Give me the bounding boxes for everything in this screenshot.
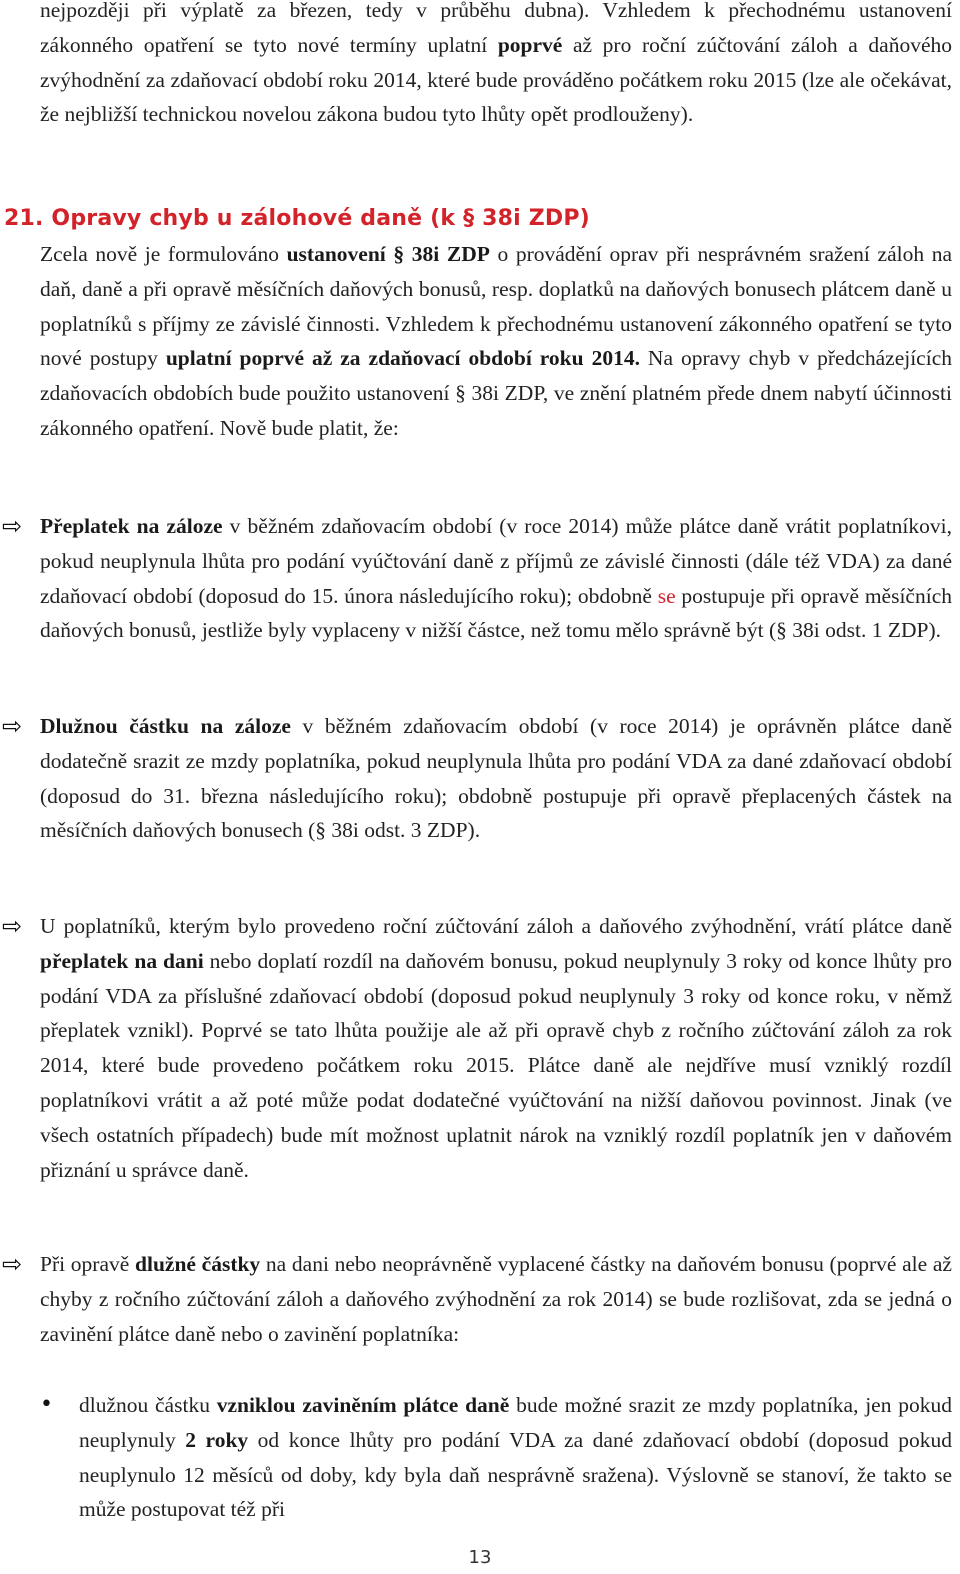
arrow-icon: ⇨ (2, 512, 23, 540)
item-2-bold: Dlužnou částku na záloze (40, 714, 291, 738)
list-item-rocni-zuctovani (40, 909, 952, 1187)
sub-bold-2: 2 roky (185, 1427, 249, 1452)
section-bold-uplatni: uplatní poprvé až za zdaňovací období roku 2014. (165, 346, 640, 371)
bullet-icon: • (40, 1392, 53, 1417)
sub-text-0: dlužnou částku (79, 1393, 217, 1417)
sub-text-2: od konce lhůty pro podání VDA za dané zdaňovací období (doposud pokud neuplynulo 12 měsíců od doby, kdy byla daň nesprávně sražena). Výslovně se stanoví, že takto se může postupovat též při (79, 1427, 952, 1522)
item-4-bold: dlužné částky (135, 1252, 261, 1276)
section-bold-ustanoveni: ustanovení § 38i ZDP (286, 242, 490, 266)
intro-paragraph (40, 0, 952, 132)
item-4-text-0: Při opravě (40, 1252, 136, 1276)
section-text-3: Na opravy chyb v předcházejících zdaňovacích obdobích bude použito ustanovení § 38i ZDP, ve znění platném přede dnem nabytí účinnosti zákonného opatření. Nově bude platit, že: (40, 346, 952, 440)
sub-list-item (79, 1388, 952, 1527)
section-text-1: Zcela nově je formulováno (40, 242, 287, 266)
sub-bold-1: vzniklou zaviněním plátce daně (216, 1393, 510, 1417)
item-1-text-2: postupuje při opravě měsíčních daňových bonusů, jestliže byly vyplaceny v nižší částce, než tomu mělo správně být (§ 38i odst. 1 ZDP). (40, 583, 952, 643)
intro-bold-poprve: poprvé (497, 32, 563, 57)
item-1-red-word: se (657, 583, 676, 608)
section-paragraph (40, 237, 952, 446)
page-number: 13 (468, 1547, 492, 1568)
sub-text-1: bude možné srazit ze mzdy poplatníka, jen pokud neuplynuly (79, 1393, 952, 1452)
item-4-text-1: na dani nebo neoprávněně vyplacené částky na daňovém bonusu (poprvé ale až chyby z ročního zúčtování záloh a daňového zvýhodnění za rok 2014) se bude rozlišovat, zda se jedná o zavinění plátce daně nebo o zavinění poplatníka: (40, 1252, 952, 1346)
item-2-text: v běžném zdaňovacím období (v roce 2014) je oprávněn plátce daně dodatečně srazit ze mzdy poplatníka, pokud neuplynula lhůta pro podání VDA za dané zdaňovací období (doposud do 31. března následujícího roku); obdobně postupuje při opravě přeplacených částek na měsíčních daňových bonusech (§ 38i odst. 3 ZDP). (40, 714, 952, 843)
intro-text-2: až pro roční zúčtování záloh a daňového zvýhodnění za zdaňovací období roku 2014, které bude prováděno počátkem roku 2015 (lze ale očekávat, že nejbližší technickou novelou zákona budou tyto lhůty opět prodlouženy). (40, 32, 952, 127)
item-3-bold: přeplatek na dani (40, 948, 204, 973)
item-1-bold: Přeplatek na záloze (40, 514, 223, 538)
list-item-oprava-dluzne-castky (40, 1247, 952, 1351)
arrow-icon: ⇨ (2, 912, 23, 940)
section-heading: 21. Opravy chyb u zálohové daně (k § 38i ZDP) (4, 206, 590, 231)
item-1-text-1: v běžném zdaňovacím období (v roce 2014) může plátce daně vrátit poplatníkovi, pokud neuplynula lhůta pro podání vyúčtování daně z příjmů ze závislé činnosti (dále též VDA) za dané zdaňovací období (doposud do 15. února následujícího roku); obdobně (40, 514, 952, 608)
item-3-text-0: U poplatníků, kterým bylo provedeno roční zúčtování záloh a daňového zvýhodnění, vrátí plátce daně (40, 914, 952, 938)
list-item-dluzna-castka (40, 709, 952, 848)
arrow-icon: ⇨ (2, 712, 23, 740)
intro-text-1: nejpozději při výplatě za březen, tedy v průběhu dubna). Vzhledem k přechodnému ustanovení zákonného opatření se tyto nové termíny uplatní (40, 0, 952, 57)
item-3-text-1: nebo doplatí rozdíl na daňovém bonusu, pokud neuplynuly 3 roky od konce lhůty pro podání VDA za příslušné zdaňovací období (doposud pokud neuplynuly 3 roky od konce roku, v němž přeplatek vznikl). Poprvé se tato lhůta použije ale až při opravě chyb z ročního zúčtování záloh za rok 2014, které bude provedeno počátkem roku 2015. Plátce daně ale nejdříve musí vzniklý rozdíl poplatníkovi vrátit a až poté může podat dodatečné vyúčtování na nižší daňovou povinnost. Jinak (ve všech ostatních případech) bude mít možnost uplatnit nárok na vzniklý rozdíl poplatník jen v daňovém přiznání u správce daně. (40, 948, 952, 1182)
section-text-2: o provádění oprav při nesprávném sražení záloh na daň, daně a při opravě měsíčních daňových bonusů, resp. doplatků na daňových bonusech plátcem daně u poplatníků s příjmy ze závislé činnosti. Vzhledem k přechodnému ustanovení zákonného opatření se tyto nové postupy (40, 242, 952, 371)
arrow-icon: ⇨ (2, 1250, 23, 1278)
list-item-preplatek (40, 509, 952, 648)
